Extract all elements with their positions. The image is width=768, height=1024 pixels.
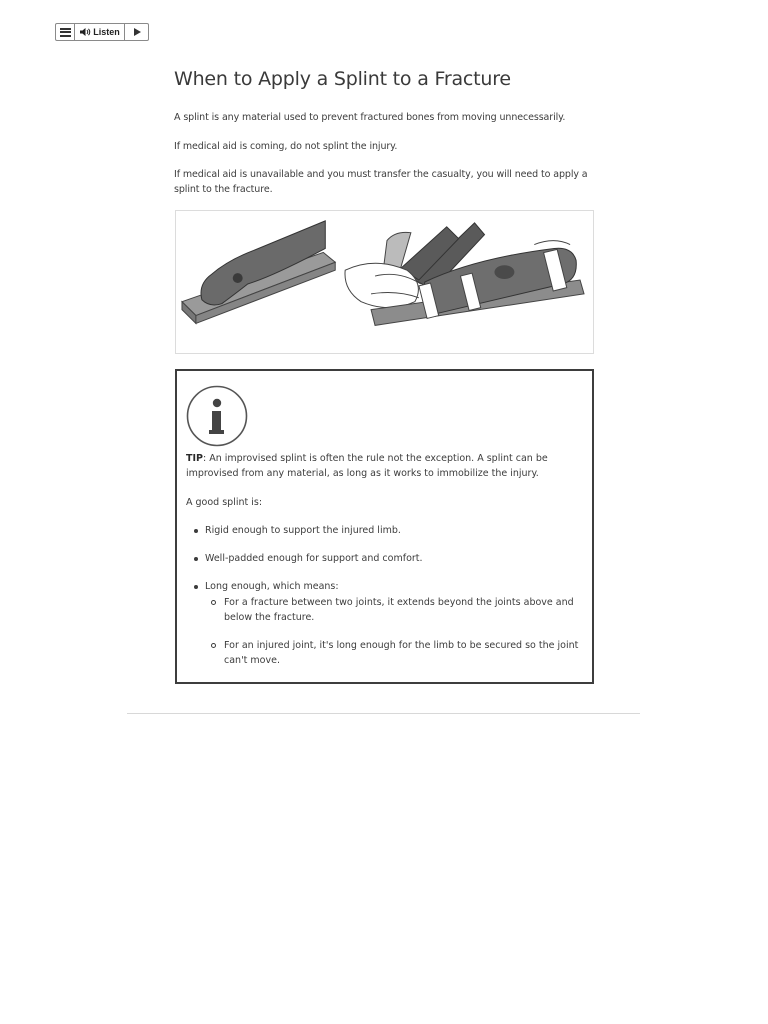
paragraph-definition: A splint is any material used to prevent fractured bones from moving unnecessarily. [174, 112, 566, 123]
tip-text [186, 451, 581, 481]
listen-button[interactable] [75, 24, 125, 40]
bullet-padded: Well-padded enough for support and comfort. [205, 553, 423, 564]
article [174, 66, 594, 195]
page-title: When to Apply a Splint to a Fracture [174, 68, 511, 90]
listen-label: Listen [93, 27, 120, 37]
tip-label: TIP [186, 453, 203, 464]
info-icon [186, 385, 248, 447]
sub-list-item: For an injured joint, it's long enough for the limb to be secured so the joint can't move. [205, 638, 581, 668]
good-splint-list [186, 523, 581, 681]
tip-box [175, 369, 594, 684]
list-item [186, 523, 581, 538]
hamburger-icon[interactable] [56, 24, 75, 40]
good-splint-intro: A good splint is: [186, 497, 263, 508]
speaker-icon [79, 27, 91, 37]
sub-list-item: For a fracture between two joints, it extends beyond the joints above and below the fracture. [205, 595, 581, 625]
play-button[interactable] [125, 24, 148, 40]
play-icon [134, 28, 141, 36]
bullet-rigid: Rigid enough to support the injured limb. [205, 525, 401, 536]
listen-toolbar [55, 23, 149, 41]
splint-illustration [175, 210, 594, 354]
list-item [186, 551, 581, 566]
section-divider [127, 713, 640, 714]
tip-body: : An improvised splint is often the rule not the exception. A splint can be improvised from any material, as long as it works to immobilize the injury. [186, 453, 548, 479]
paragraph-medical-aid-coming: If medical aid is coming, do not splint the injury. [174, 141, 398, 152]
list-item [186, 579, 581, 668]
paragraph-medical-aid-unavailable: If medical aid is unavailable and you must transfer the casualty, you will need to apply a splint to the fracture. [174, 169, 588, 195]
long-enough-sublist [205, 595, 581, 668]
bullet-long: Long enough, which means: [205, 581, 339, 592]
